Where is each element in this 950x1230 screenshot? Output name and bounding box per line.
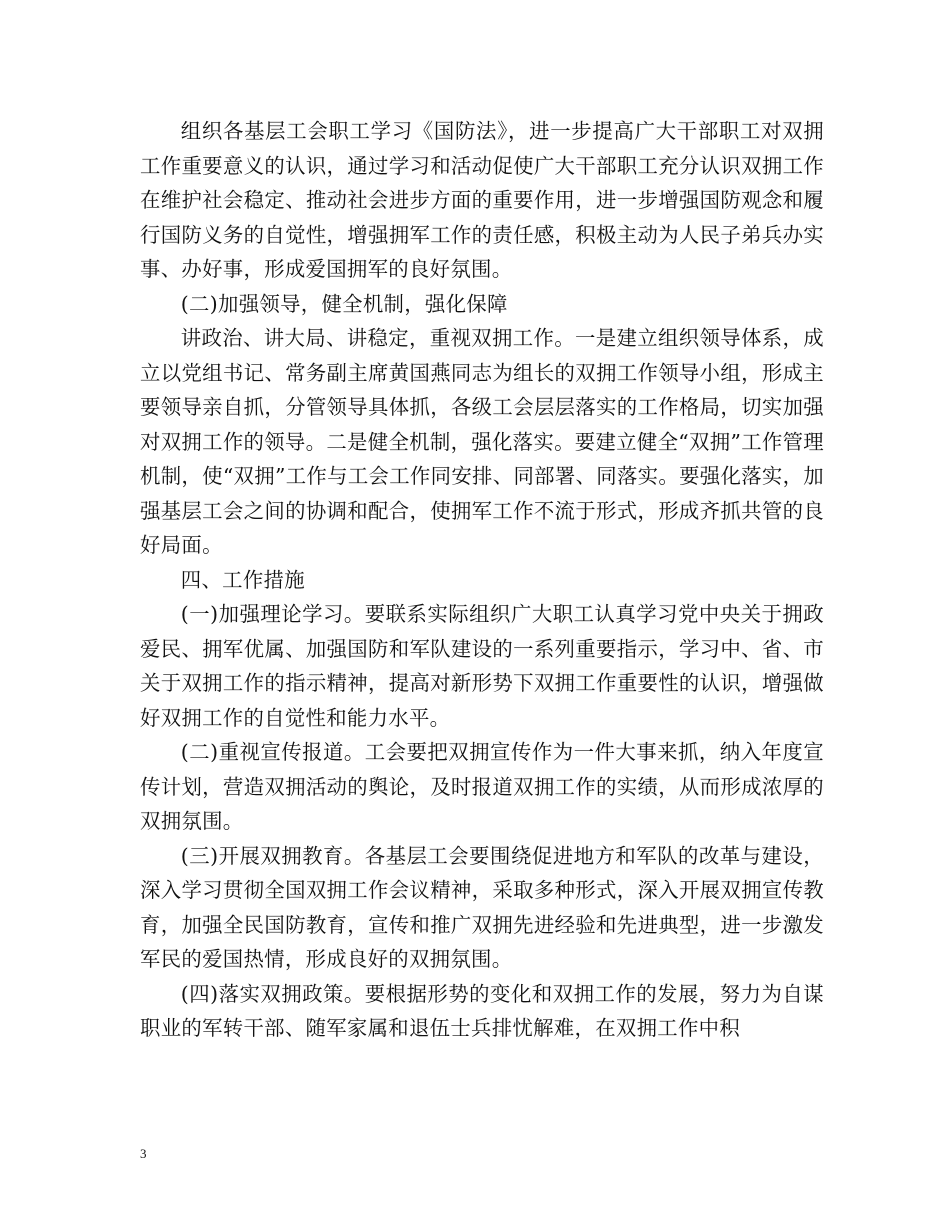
paragraph-policy: (四)落实双拥政策。要根据形势的变化和双拥工作的发展，努力为自谋职业的军转干部、随军家属和退伍士兵排忧解难，在双拥工作中积 [140,981,824,1040]
paragraph-theory-study: (一)加强理论学习。要联系实际组织广大职工认真学习党中央关于拥政爱民、拥军优属、加强国防和军队建设的一系列重要指示，学习中、省、市关于双拥工作的指示精神，提高对新形势下双拥工作重要性的认识，增强做好双拥工作的自觉性和能力水平。 [140,602,824,730]
paragraph-leadership: 讲政治、讲大局、讲稳定，重视双拥工作。一是建立组织领导体系，成立以党组书记、常务副主席黄国燕同志为组长的双拥工作领导小组，形成主要领导亲自抓，分管领导具体抓，各级工会层层落实的工作格局，切实加强对双拥工作的领导。二是健全机制，强化落实。要建立健全“双拥”工作管理机制，使“双拥”工作与工会工作同安排、同部署、同落实。要强化落实，加强基层工会之间的协调和配合，使拥军工作不流于形式，形成齐抓共管的良好局面。 [140,326,824,557]
paragraph-publicity: (二)重视宣传报道。工会要把双拥宣传作为一件大事来抓，纳入年度宣传计划，营造双拥活动的舆论，及时报道双拥工作的实绩，从而形成浓厚的双拥氛围。 [140,740,824,833]
paragraph-education: (三)开展双拥教育。各基层工会要围绕促进地方和军队的改革与建设，深入学习贯彻全国双拥工作会议精神，采取多种形式，深入开展双拥宣传教育，加强全民国防教育，宣传和推广双拥先进经验和先进典型，进一步激发军民的爱国热情，形成良好的双拥氛围。 [140,843,824,971]
document-body [140,114,824,1046]
page-number: 3 [140,1146,147,1161]
paragraph-intro: 组织各基层工会职工学习《国防法》，进一步提高广大干部职工对双拥工作重要意义的认识，通过学习和活动促使广大干部职工充分认识双拥工作在维护社会稳定、推动社会进步方面的重要作用，进一步增强国防观念和履行国防义务的自觉性，增强拥军工作的责任感，积极主动为人民子弟兵办实事、办好事，形成爱国拥军的良好氛围。 [140,119,824,281]
section-heading-strengthen-leadership: (二)加强领导，健全机制，强化保障 [180,291,508,316]
section-heading-work-measures: 四、工作措施 [180,567,305,592]
